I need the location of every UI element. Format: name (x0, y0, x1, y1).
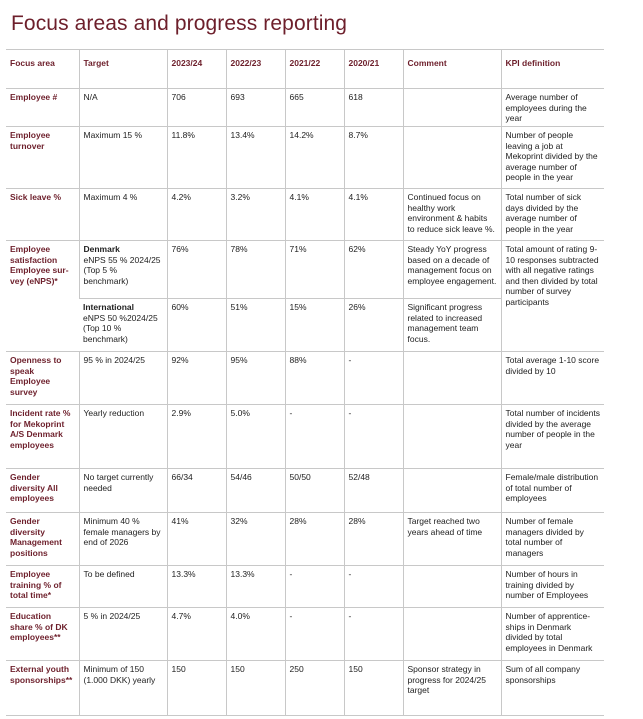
focus-area-cell: Openness to speak Employee survey (6, 352, 79, 405)
value-cell: 78% (226, 241, 285, 299)
value-cell: 13.4% (226, 127, 285, 189)
comment-cell: Sponsor strategy in progress for 2024/25 target (403, 661, 501, 716)
comment-cell: Significant progress related to increased management team focus. (403, 299, 501, 352)
comment-cell (403, 469, 501, 513)
value-cell: 76% (167, 241, 226, 299)
value-cell: 32% (226, 513, 285, 566)
target-cell (79, 241, 167, 299)
value-cell: 28% (344, 513, 403, 566)
value-cell: 665 (285, 89, 344, 127)
value-cell: - (344, 405, 403, 469)
value-cell: 92% (167, 352, 226, 405)
value-cell: 71% (285, 241, 344, 299)
target-cell: 95 % in 2024/25 (79, 352, 167, 405)
kpi-cell: Average number of employees during the year (501, 89, 604, 127)
header-focus-area: Focus area (6, 50, 79, 89)
value-cell: 4.1% (285, 189, 344, 241)
comment-cell (403, 127, 501, 189)
value-cell: 2.9% (167, 405, 226, 469)
country-label: Denmark (83, 244, 120, 254)
value-cell: 11.8% (167, 127, 226, 189)
value-cell: - (344, 608, 403, 661)
target-cell: Yearly reduction (79, 405, 167, 469)
kpi-cell: Total number of incidents divided by the average number of people in the year (501, 405, 604, 469)
value-cell: - (285, 405, 344, 469)
header-2022-23: 2022/23 (226, 50, 285, 89)
focus-area-cell: Sick leave % (6, 189, 79, 241)
value-cell: 51% (226, 299, 285, 352)
value-cell: - (285, 566, 344, 608)
value-cell: 88% (285, 352, 344, 405)
table-row (6, 405, 604, 469)
value-cell: 13.3% (167, 566, 226, 608)
table-row (6, 241, 604, 299)
table-row (6, 352, 604, 405)
value-cell: 3.2% (226, 189, 285, 241)
value-cell: 50/50 (285, 469, 344, 513)
value-cell: 8.7% (344, 127, 403, 189)
value-cell: - (344, 352, 403, 405)
target-cell: Maximum 4 % (79, 189, 167, 241)
header-row (6, 50, 604, 89)
value-cell: 95% (226, 352, 285, 405)
target-cell (79, 299, 167, 352)
value-cell: 4.7% (167, 608, 226, 661)
kpi-cell: Sum of all company sponsorships (501, 661, 604, 716)
target-cell: Minimum 40 % female managers by end of 2026 (79, 513, 167, 566)
value-cell: 706 (167, 89, 226, 127)
target-cell: 5 % in 2024/25 (79, 608, 167, 661)
focus-area-cell: Employee # (6, 89, 79, 127)
header-comment: Comment (403, 50, 501, 89)
comment-cell (403, 405, 501, 469)
table-row (6, 127, 604, 189)
focus-area-cell: Employee satisfaction Employee sur-vey (eNPS)* (6, 241, 79, 352)
value-cell: 250 (285, 661, 344, 716)
header-2020-21: 2020/21 (344, 50, 403, 89)
value-cell: 693 (226, 89, 285, 127)
comment-cell (403, 89, 501, 127)
value-cell: 150 (226, 661, 285, 716)
value-cell: 4.1% (344, 189, 403, 241)
focus-area-cell: Employee turnover (6, 127, 79, 189)
value-cell: 26% (344, 299, 403, 352)
header-2023-24: 2023/24 (167, 50, 226, 89)
focus-area-cell: Incident rate % for Mekoprint A/S Denmark employees (6, 405, 79, 469)
value-cell: 62% (344, 241, 403, 299)
table-row (6, 89, 604, 127)
kpi-cell: Number of people leaving a job at Mekoprint divided by the average number of people in the year (501, 127, 604, 189)
focus-area-cell: External youth sponsorships** (6, 661, 79, 716)
value-cell: - (344, 566, 403, 608)
comment-cell (403, 608, 501, 661)
value-cell: 13.3% (226, 566, 285, 608)
comment-cell: Continued focus on healthy work environment & habits to reduce sick leave %. (403, 189, 501, 241)
value-cell: 14.2% (285, 127, 344, 189)
header-kpi-definition: KPI definition (501, 50, 604, 89)
header-target: Target (79, 50, 167, 89)
kpi-cell: Number of apprentice-ships in Denmark divided by total employees in Denmark (501, 608, 604, 661)
kpi-cell: Total average 1-10 score divided by 10 (501, 352, 604, 405)
table-row (6, 189, 604, 241)
target-cell: No target currently needed (79, 469, 167, 513)
value-cell: 4.2% (167, 189, 226, 241)
header-2021-22: 2021/22 (285, 50, 344, 89)
kpi-cell: Number of female managers divided by total number of managers (501, 513, 604, 566)
value-cell: 52/48 (344, 469, 403, 513)
value-cell: 4.0% (226, 608, 285, 661)
table-row (6, 566, 604, 608)
value-cell: 28% (285, 513, 344, 566)
value-cell: 15% (285, 299, 344, 352)
kpi-cell: Total number of sick days divided by the average number of people in the year (501, 189, 604, 241)
kpi-cell: Female/male distribution of total number of employees (501, 469, 604, 513)
focus-areas-table (6, 49, 604, 716)
target-cell: To be defined (79, 566, 167, 608)
page-title: Focus areas and progress reporting (11, 12, 348, 35)
kpi-cell: Number of hours in training divided by number of Employees (501, 566, 604, 608)
focus-area-cell: Gender diversity All employees (6, 469, 79, 513)
focus-area-cell: Education share % of DK employees** (6, 608, 79, 661)
value-cell: 66/34 (167, 469, 226, 513)
target-text: eNPS 55 % 2024/25 (Top 5 % benchmark) (83, 254, 161, 286)
value-cell: - (285, 608, 344, 661)
country-label: International (83, 302, 135, 312)
table-row (6, 513, 604, 566)
table-row (6, 469, 604, 513)
comment-cell: Target reached two years ahead of time (403, 513, 501, 566)
value-cell: 150 (167, 661, 226, 716)
comment-cell (403, 566, 501, 608)
target-text: eNPS 50 %2024/25 (Top 10 % benchmark) (83, 312, 158, 344)
comment-cell (403, 352, 501, 405)
target-cell: Maximum 15 % (79, 127, 167, 189)
value-cell: 618 (344, 89, 403, 127)
value-cell: 54/46 (226, 469, 285, 513)
value-cell: 5.0% (226, 405, 285, 469)
table-row (6, 661, 604, 716)
kpi-cell: Total amount of rating 9-10 responses subtracted with all negative ratings and then divided by total number of survey participants (501, 241, 604, 352)
value-cell: 41% (167, 513, 226, 566)
focus-area-cell: Employee training % of total time* (6, 566, 79, 608)
target-cell: Minimum of 150 (1.000 DKK) yearly (79, 661, 167, 716)
comment-cell: Steady YoY progress based on a decade of management focus on employee engagement. (403, 241, 501, 299)
value-cell: 150 (344, 661, 403, 716)
table-row (6, 608, 604, 661)
focus-area-cell: Gender diversity Management positions (6, 513, 79, 566)
target-cell: N/A (79, 89, 167, 127)
value-cell: 60% (167, 299, 226, 352)
